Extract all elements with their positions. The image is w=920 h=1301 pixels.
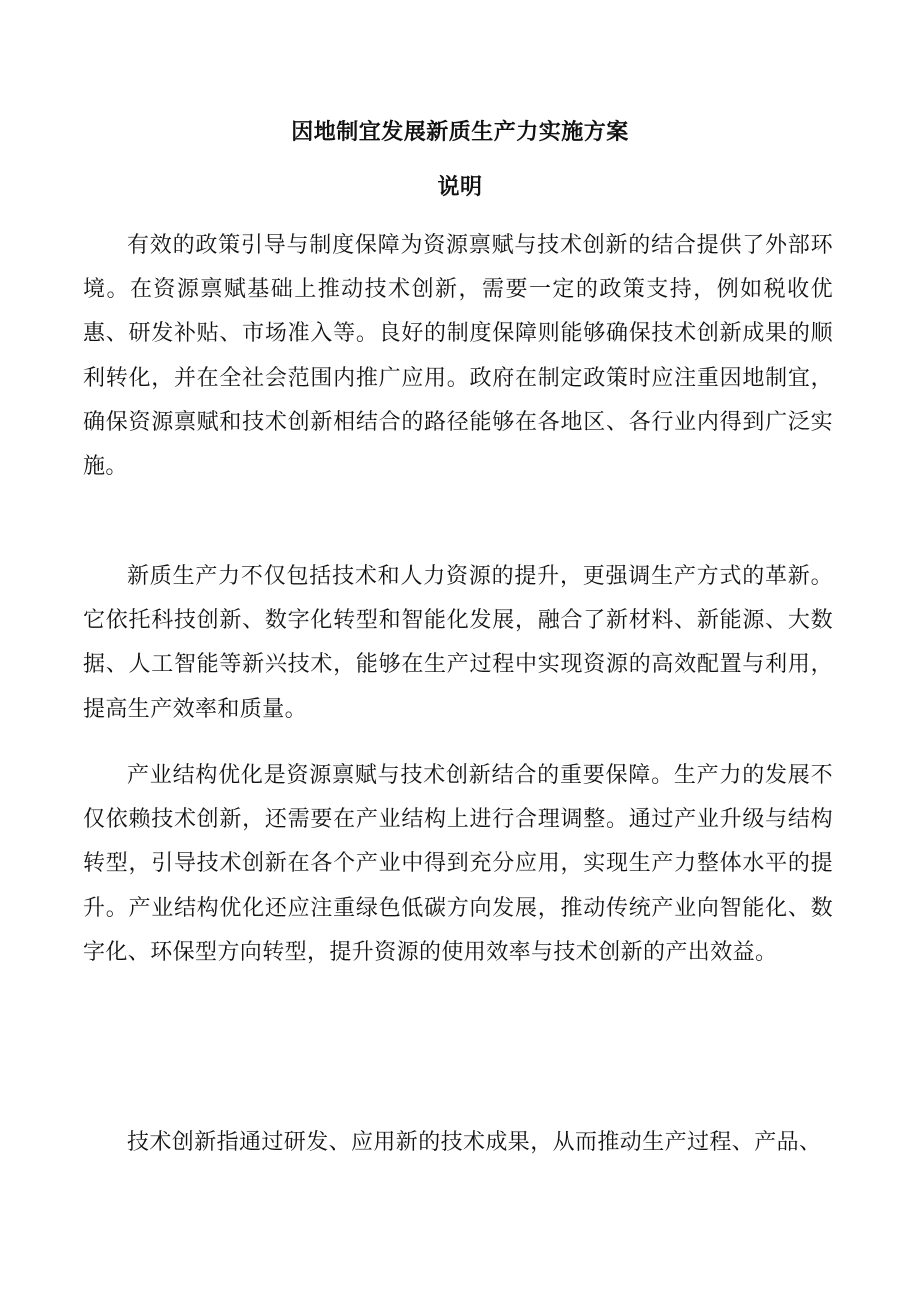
paragraph: 产业结构优化是资源禀赋与技术创新结合的重要保障。生产力的发展不仅依赖技术创新，还需要在产业结构上进行合理调整。通过产业升级与结构转型，引导技术创新在各个产业中得到充分应用，实现生产力整体水平的提升。产业结构优化还应注重绿色低碳方向发展，推动传统产业向智能化、数字化、环保型方向转型，提升资源的使用效率与技术创新的产出效益。 — [83, 763, 833, 965]
paragraph: 技术创新指通过研发、应用新的技术成果，从而推动生产过程、产品、 — [127, 1130, 822, 1155]
section-heading: 说明 — [437, 174, 483, 200]
document-title: 因地制宜发展新质生产力实施方案 — [291, 119, 629, 145]
paragraph: 新质生产力不仅包括技术和人力资源的提升，更强调生产方式的革新。它依托科技创新、数字化转型和智能化发展，融合了新材料、新能源、大数据、人工智能等新兴技术，能够在生产过程中实现资源的高效配置与利用，提高生产效率和质量。 — [83, 564, 833, 722]
paragraph: 有效的政策引导与制度保障为资源禀赋与技术创新的结合提供了外部环境。在资源禀赋基础上推动技术创新，需要一定的政策支持，例如税收优惠、研发补贴、市场准入等。良好的制度保障则能够确保技术创新成果的顺利转化，并在全社会范围内推广应用。政府在制定政策时应注重因地制宜，确保资源禀赋和技术创新相结合的路径能够在各地区、各行业内得到广泛实施。 — [83, 233, 833, 480]
